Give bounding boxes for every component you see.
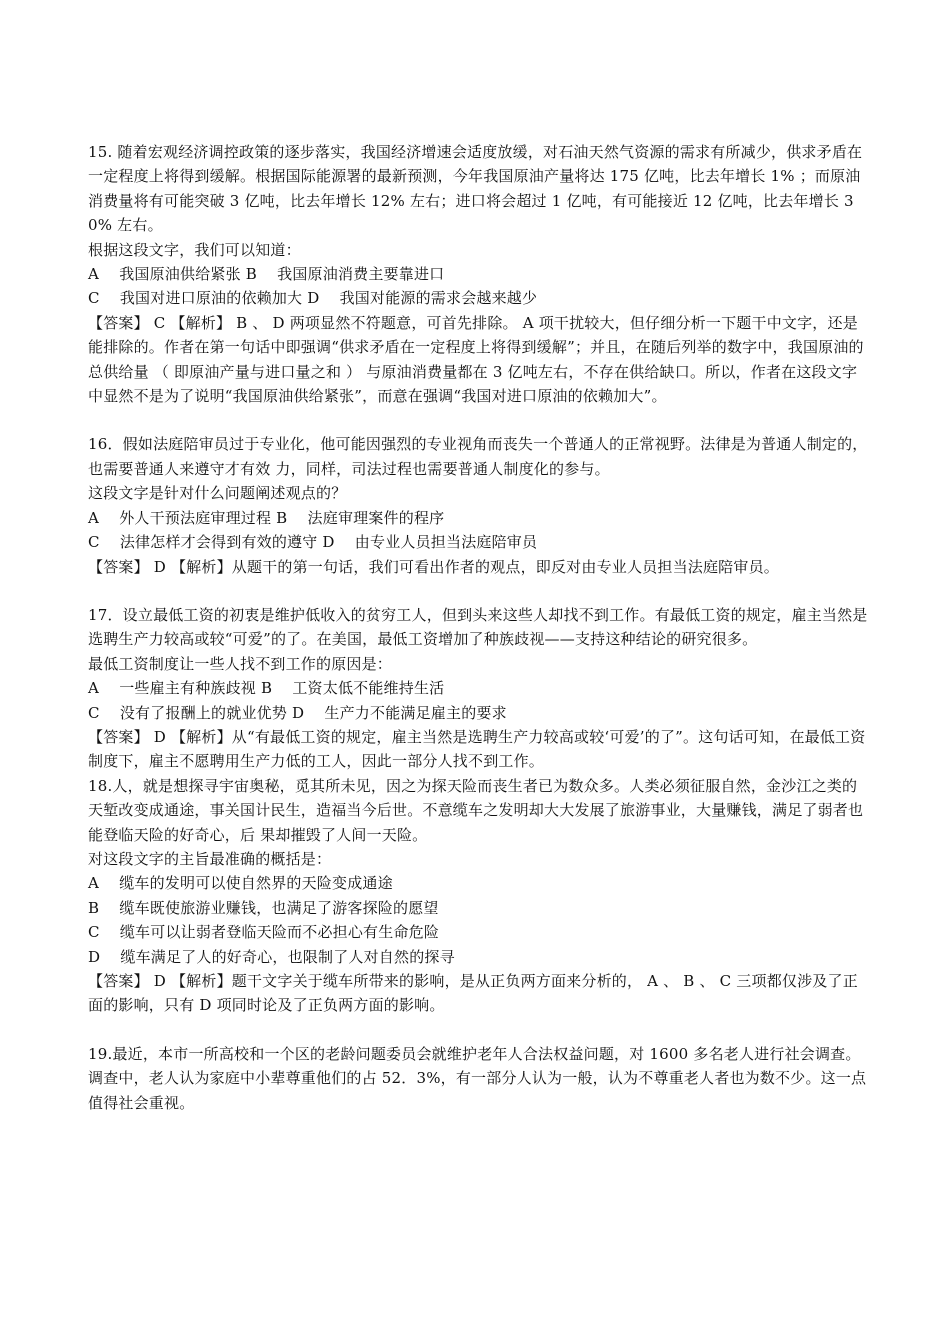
question-15-prompt: 根据这段文字，我们可以知道： xyxy=(88,240,301,259)
question-19-stem: 19.最近，本市一所高校和一个区的老龄问题委员会就维护老年人合法权益问题，对 1600 多名老人进行社会调查。调查中，老人认为家庭中小辈尊重他们的占 52．3%，有一部分人认为一般，认为不尊重老人者也为数不少。这一点值得社会重视。 xyxy=(88,1044,867,1112)
question-15-options-cd: C 我国对进口原油的依赖加大 D 我国对能源的需求会越来越少 xyxy=(88,289,538,308)
document-body xyxy=(88,140,868,1115)
question-17-options-ab: A 一些雇主有种族歧视 B 工资太低不能维持生活 xyxy=(88,679,445,698)
question-17-options-cd: C 没有了报酬上的就业优势 D 生产力不能满足雇主的要求 xyxy=(88,703,507,722)
question-18-option-d: D 缆车满足了人的好奇心，也限制了人对自然的探寻 xyxy=(88,947,455,966)
question-17-prompt: 最低工资制度让一些人找不到工作的原因是： xyxy=(88,654,393,673)
question-18-option-b: B 缆车既使旅游业赚钱，也满足了游客探险的愿望 xyxy=(88,898,439,917)
question-16-stem: 16．假如法庭陪审员过于专业化，他可能因强烈的专业视角而丧失一个普通人的正常视野。法律是为普通人制定的，也需要普通人来遵守才有效 力，同样，司法过程也需要普通人制度化的参与。 xyxy=(88,435,868,478)
question-17-answer: 【答案】 D 【解析】从“有最低工资的规定，雇主当然是选聘生产力较高或较‘可爱’的了”。这句话可知，在最低工资制度下，雇主不愿聘用生产力低的工人，因此一部分人找不到工作。 xyxy=(88,727,866,771)
spacer xyxy=(88,579,868,603)
question-16-prompt: 这段文字是针对什么问题阐述观点的？ xyxy=(88,484,347,503)
question-15-stem: 15. 随着宏观经济调控政策的逐步落实，我国经济增速会适度放缓，对石油天然气资源的需求有所减少，供求矛盾在一定程度上将得到缓解。根据国际能源署的最新预测，今年我国原油产量将达 175 亿吨，比去年增长 1% ；而原油消费量将有可能突破 3 亿吨，比去年增长 12% 左右；进口将会超过 1 亿吨，有可能接近 12 亿吨，比去年增长 30% 左右。 xyxy=(88,143,863,235)
question-18-answer: 【答案】 D 【解析】题干文字关于缆车所带来的影响，是从正负两方面来分析的， A 、 B 、 C 三项都仅涉及了正面的影响，只有 D 项同时论及了正负两方面的影响。 xyxy=(88,972,858,1015)
question-16-answer: 【答案】 D 【解析】从题干的第一句话，我们可看出作者的观点，即反对由专业人员担当法庭陪审员。 xyxy=(88,557,779,576)
spacer xyxy=(88,1018,868,1042)
question-18-option-a: A 缆车的发明可以使自然界的天险变成通途 xyxy=(88,874,393,893)
question-15-answer: 【答案】 C 【解析】 B 、 D 两项显然不符题意，可首先排除。 A 项干扰较大，但仔细分析一下题干中文字，还是能排除的。作者在第一句话中即强调“供求矛盾在一定程度上将得到缓解”；并且，在随后列举的数字中，我国原油的总供给量 （ 即原油产量与进口量之和 ） 与原油消费量都在 3 亿吨左右，不存在供给缺口。所以，作者在这段文字中显然不是为了说明“我国原油供给紧张”，而意在强调“我国对进口原油的依赖加大”。 xyxy=(88,313,864,406)
question-18-option-c: C 缆车可以让弱者登临天险而不必担心有生命危险 xyxy=(88,923,440,942)
question-18-stem: 18.人，就是想探寻宇宙奥秘，觅其所未见，因之为探天险而丧生者已为数众多。人类必须征服自然，金沙江之类的天堑改变成通途，事关国计民生，造福当今后世。不意缆车之发明却大大发展了旅游事业，大量赚钱，满足了弱者也能登临天险的好奇心，后 果却摧毁了人间一天险。 xyxy=(88,776,864,844)
question-16-options-ab: A 外人干预法庭审理过程 B 法庭审理案件的程序 xyxy=(88,508,445,527)
question-18-prompt: 对这段文字的主旨最准确的概括是： xyxy=(88,849,332,868)
question-16-options-cd: C 法律怎样才会得到有效的遵守 D 由专业人员担当法庭陪审员 xyxy=(88,533,538,552)
spacer xyxy=(88,408,868,432)
question-15-options-ab: A 我国原油供给紧张 B 我国原油消费主要靠进口 xyxy=(88,265,445,284)
question-17-stem: 17．设立最低工资的初衷是维护低收入的贫穷工人，但到头来这些人却找不到工作。有最低工资的规定，雇主当然是选聘生产力较高或较“可爱”的了。在美国，最低工资增加了种族歧视——支持这种结论的研究很多。 xyxy=(88,605,868,649)
